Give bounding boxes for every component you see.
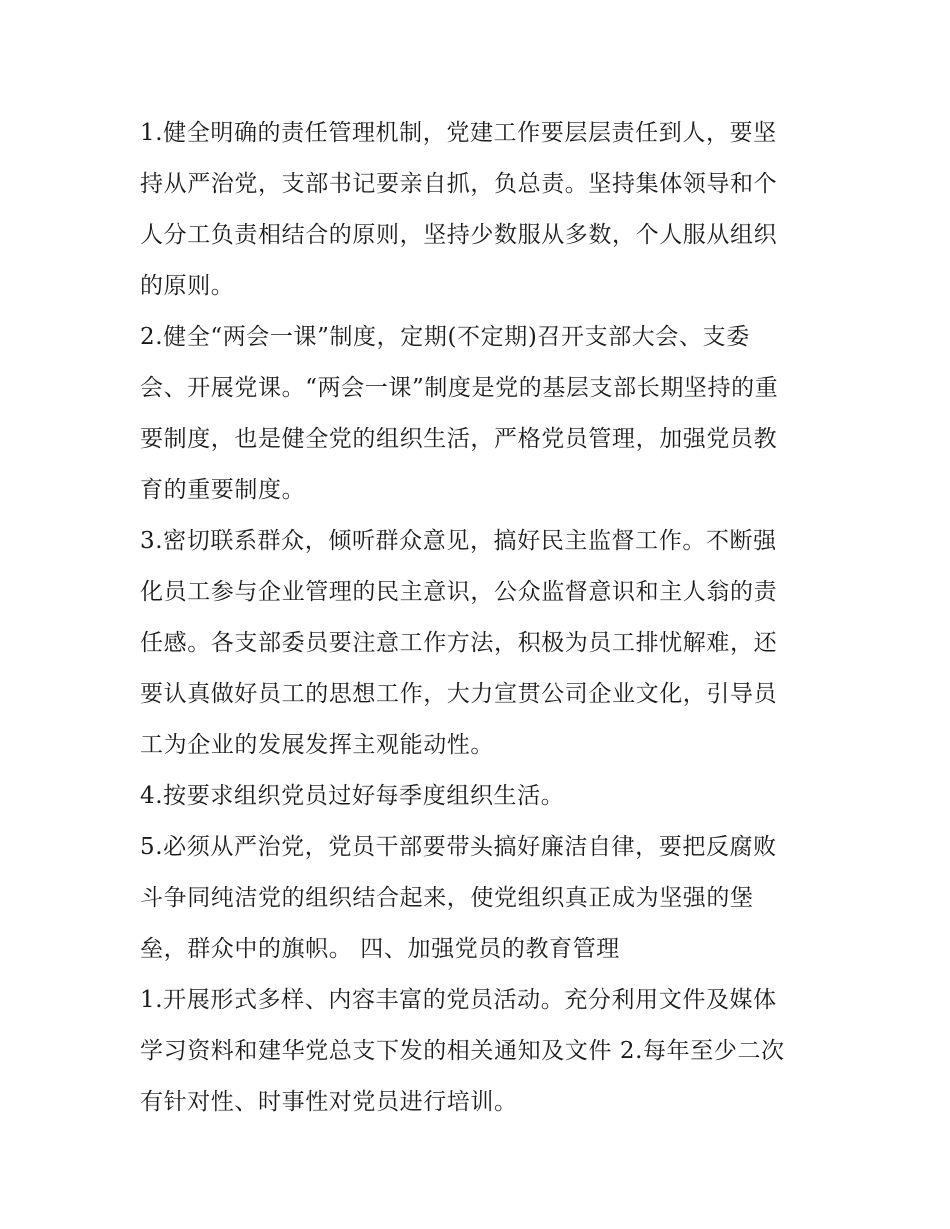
text-line: 4.按要求组织党员过好每季度组织生活。: [140, 783, 565, 809]
text-line: 2.健全“两会一课”制度，定期(不定期)召开支部大会、支委: [140, 324, 750, 350]
text-line: 1.开展形式多样、内容丰富的党员活动。充分利用文件及媒体: [140, 987, 777, 1013]
text-line: 斗争同纯洁党的组织结合起来，使党组织真正成为坚强的堡: [140, 885, 754, 911]
text-line: 5.必须从严治党，党员干部要带头搞好廉洁自律，要把反腐败: [140, 834, 777, 860]
text-line: 1.健全明确的责任管理机制，党建工作要层层责任到人，要坚: [140, 120, 777, 146]
text-line: 任感。各支部委员要注意工作方法，积极为员工排忧解难，还: [140, 630, 778, 656]
text-line: 3.密切联系群众，倾听群众意见，搞好民主监督工作。不断强: [140, 528, 777, 554]
text-line: 育的重要制度。: [140, 477, 306, 503]
text-line: 学习资料和建华党总支下发的相关通知及文件 2.每年至少二次: [140, 1038, 785, 1064]
text-line: 要制度，也是健全党的组织生活，严格党员管理，加强党员教: [140, 426, 778, 452]
text-line: 持从严治党，支部书记要亲自抓，负总责。坚持集体领导和个: [140, 171, 778, 197]
text-line: 会、开展党课。“两会一课”制度是党的基层支部长期坚持的重: [140, 375, 779, 401]
document-body: [140, 108, 840, 1128]
text-line: 的原则。: [140, 273, 235, 299]
text-line: 人分工负责相结合的原则，坚持少数服从多数，个人服从组织: [140, 222, 778, 248]
text-line: 要认真做好员工的思想工作，大力宣贯公司企业文化，引导员: [140, 681, 778, 707]
text-line: 化员工参与企业管理的民主意识，公众监督意识和主人翁的责: [140, 579, 778, 605]
text-line: 垒，群众中的旗帜。 四、加强党员的教育管理: [140, 936, 620, 962]
text-line: 有针对性、时事性对党员进行培训。: [140, 1089, 518, 1115]
text-line: 工为企业的发展发挥主观能动性。: [140, 732, 494, 758]
